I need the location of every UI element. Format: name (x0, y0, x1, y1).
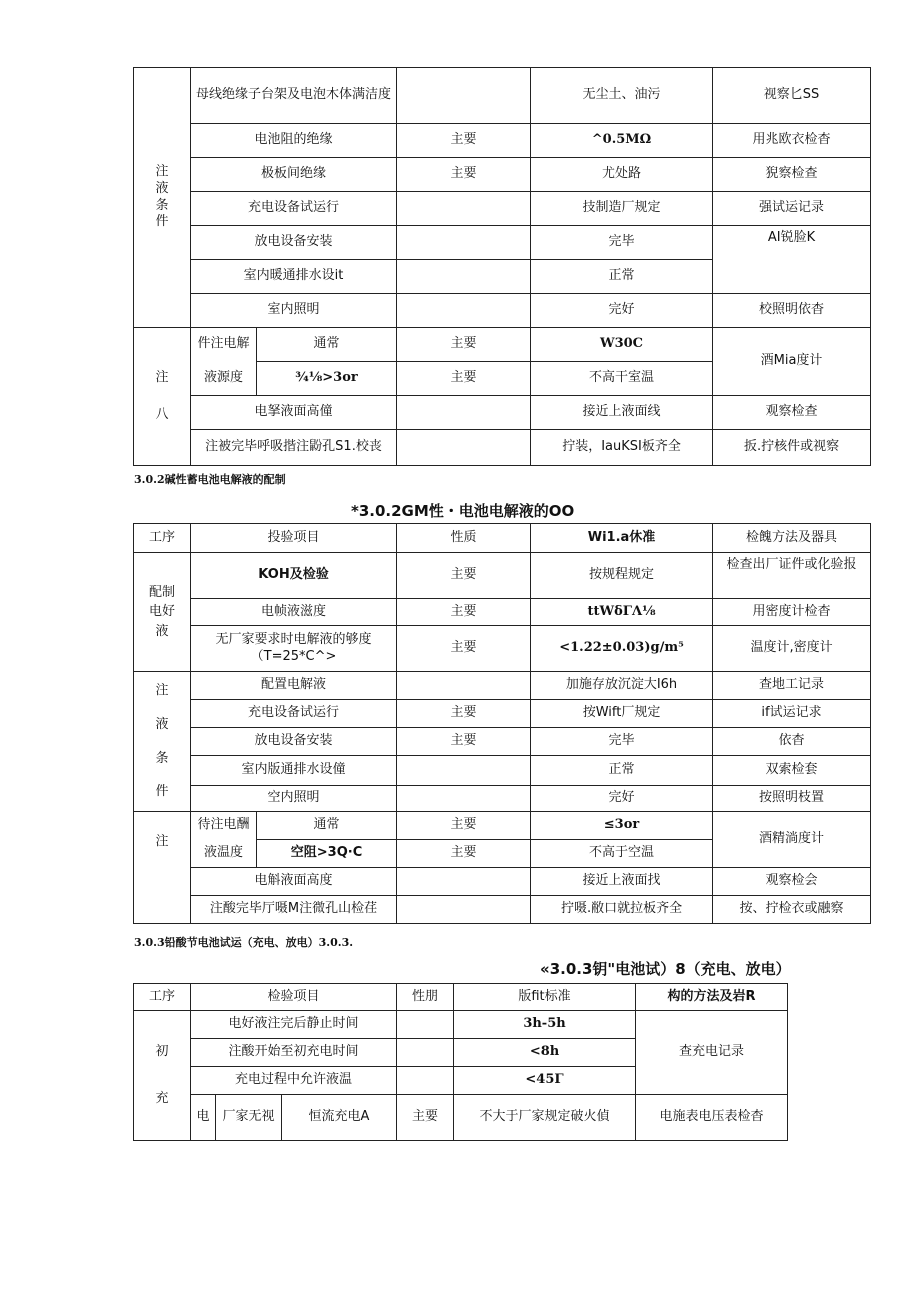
method-cell: 观察检会 (713, 868, 871, 896)
header-standard: Wi1.a休准 (531, 524, 713, 553)
standard-cell: 不高于空温 (531, 840, 713, 868)
standard-cell: 拧嗫.敝口就拉板齐全 (531, 896, 713, 924)
method-cell: if试运记求 (713, 700, 871, 728)
method-cell: 强试运记录 (713, 192, 871, 226)
battery-injection-table (133, 67, 871, 466)
method-cell: 酒精淌度计 (713, 812, 871, 868)
item-cell: 恒流充电A (282, 1095, 397, 1141)
method-cell: 猊察检查 (713, 158, 871, 192)
standard-cell: 拧装，IauKSI板齐全 (531, 430, 713, 466)
standard-cell: 3h-5h (454, 1011, 636, 1039)
temp-label-top: 待注电酬 (191, 812, 257, 840)
method-cell: 温度计,密度计 (713, 626, 871, 672)
method-cell: 电施表电压表检杳 (636, 1095, 788, 1141)
method-cell: 查充电记录 (636, 1011, 788, 1095)
method-cell: 校照明依杳 (713, 294, 871, 328)
method-cell: 用兆欧衣检杳 (713, 124, 871, 158)
table-title: «3.0.3钥"电池试）8（充电、放电） (540, 960, 791, 978)
nature-cell: 主要 (397, 553, 531, 599)
method-cell: 依杳 (713, 728, 871, 756)
standard-cell: 无尘土、油污 (531, 68, 713, 124)
standard-cell: 加施存放沉淀大I6h (531, 672, 713, 700)
alkaline-electrolyte-table (133, 523, 871, 924)
nature-cell: 主要 (397, 700, 531, 728)
standard-cell: 不大于厂家规定破火偵 (454, 1095, 636, 1141)
group-label-injection-conditions: 注 液 条 件 (134, 68, 191, 328)
standard-cell: <45Γ (454, 1067, 636, 1095)
method-cell: 观察检查 (713, 396, 871, 430)
method-cell: 双索检套 (713, 756, 871, 786)
nature-cell (397, 786, 531, 812)
standard-cell: 完好 (531, 294, 713, 328)
nature-cell (397, 192, 531, 226)
item-cell: KOH及检验 (191, 553, 397, 599)
item-cell: 空内照明 (191, 786, 397, 812)
method-cell: 视察匕SS (713, 68, 871, 124)
method-cell: 按、拧检衣或融察 (713, 896, 871, 924)
group-label-injection: 注 (134, 812, 191, 924)
standard-cell: <8h (454, 1039, 636, 1067)
item-cell: 厂家无视 (216, 1095, 282, 1141)
standard-cell: 完毕 (531, 226, 713, 260)
method-cell: 扳.拧核件或视察 (713, 430, 871, 466)
standard-cell: 不高干室温 (531, 362, 713, 396)
item-cell: 充电设备试运行 (191, 700, 397, 728)
header-item: 投验项目 (191, 524, 397, 553)
item-cell: 注酸开始至初充电时间 (191, 1039, 397, 1067)
item-cell: 充电设备试运行 (191, 192, 397, 226)
group-label-injection-conditions: 注 液 条 件 (134, 672, 191, 812)
temp-condition-cell: 通常 (257, 328, 397, 362)
nature-cell (397, 68, 531, 124)
nature-cell (397, 868, 531, 896)
temp-condition-cell: ¾⅛>3or (257, 362, 397, 396)
item-cell: 注被完毕呼吸揩注鼢孔S1.校丧 (191, 430, 397, 466)
item-cell: 室内照明 (191, 294, 397, 328)
nature-cell: 主要 (397, 362, 531, 396)
method-cell: 查地工记录 (713, 672, 871, 700)
temp-label-bottom: 液温度 (191, 840, 257, 868)
nature-cell (397, 896, 531, 924)
standard-cell: ttWδΓΛ⅛ (531, 599, 713, 626)
table-title: *3.0.2GM性・电池电解液的OO (351, 502, 575, 520)
item-cell: 电好液注完后静止时间 (191, 1011, 397, 1039)
nature-cell: 主要 (397, 626, 531, 672)
nature-cell (397, 672, 531, 700)
item-cell: 配置电解液 (191, 672, 397, 700)
group-label-injection: 注 八 (134, 328, 191, 466)
item-cell: 电池阻的绝缘 (191, 124, 397, 158)
method-cell: 检查出厂证件或化验报 (713, 553, 871, 599)
item-cell: 充电过程中允许液温 (191, 1067, 397, 1095)
standard-cell: 按Wift厂规定 (531, 700, 713, 728)
lead-acid-trial-table (133, 983, 788, 1141)
nature-cell (397, 294, 531, 328)
nature-cell: 主要 (397, 812, 531, 840)
standard-cell: 尤处路 (531, 158, 713, 192)
item-cell: 电 (191, 1095, 216, 1141)
temp-label-bottom: 液源度 (191, 362, 257, 396)
nature-cell (397, 1011, 454, 1039)
item-cell: 电帧液滋度 (191, 599, 397, 626)
method-cell: 按照明枝置 (713, 786, 871, 812)
header-standard: 版fit标准 (454, 984, 636, 1011)
standard-cell: 完好 (531, 786, 713, 812)
header-step: 工序 (134, 524, 191, 553)
item-cell: 放电设备安装 (191, 226, 397, 260)
nature-cell (397, 226, 531, 260)
method-cell: 用密度计检杳 (713, 599, 871, 626)
item-cell: 电拏液面高僮 (191, 396, 397, 430)
standard-cell: ^0.5MΩ (531, 124, 713, 158)
standard-cell: <1.22±0.03)g/m⁵ (531, 626, 713, 672)
header-step: 工序 (134, 984, 191, 1011)
standard-cell: 接近上液面找 (531, 868, 713, 896)
nature-cell (397, 1067, 454, 1095)
standard-cell: ≤3or (531, 812, 713, 840)
item-cell: 放电设备安装 (191, 728, 397, 756)
item-cell: 室内版通排水设僮 (191, 756, 397, 786)
item-cell: 母线绝缘子台架及电泡木体满洁度 (191, 68, 397, 124)
header-method: 构的方法及岩R (636, 984, 788, 1011)
nature-cell: 主要 (397, 840, 531, 868)
temp-label-top: 件注电解 (191, 328, 257, 362)
standard-cell: 接近上液面线 (531, 396, 713, 430)
nature-cell: 主要 (397, 1095, 454, 1141)
standard-cell: 完毕 (531, 728, 713, 756)
header-item: 检验项目 (191, 984, 397, 1011)
nature-cell (397, 260, 531, 294)
nature-cell: 主要 (397, 158, 531, 192)
item-cell: 电斛液面高度 (191, 868, 397, 896)
group-label-prep: 配制 电好 液 (134, 553, 191, 672)
item-cell: 极板间绝缘 (191, 158, 397, 192)
standard-cell: 技制造厂规定 (531, 192, 713, 226)
nature-cell (397, 396, 531, 430)
section-note: 3.0.2碱性蓄电池电解液的配制 (134, 473, 286, 486)
header-nature: 性朋 (397, 984, 454, 1011)
header-method: 检餽方法及器具 (713, 524, 871, 553)
method-cell: 酒Mia度计 (713, 328, 871, 396)
nature-cell: 主要 (397, 328, 531, 362)
nature-cell (397, 1039, 454, 1067)
nature-cell (397, 430, 531, 466)
nature-cell: 主要 (397, 599, 531, 626)
group-label-initial-charge: 初 充 (134, 1011, 191, 1141)
section-note: 3.0.3铅酸节电池试运（充电、放电）3.0.3. (134, 936, 354, 949)
item-cell: 注酸完毕厅嗫M注微孔山检荏 (191, 896, 397, 924)
temp-condition-cell: 空阻>3Q·C (257, 840, 397, 868)
nature-cell (397, 756, 531, 786)
nature-cell: 主要 (397, 728, 531, 756)
method-cell: AI锐脸K (713, 226, 871, 294)
header-nature: 性质 (397, 524, 531, 553)
standard-cell: 按规程规定 (531, 553, 713, 599)
temp-condition-cell: 通常 (257, 812, 397, 840)
standard-cell: 正常 (531, 756, 713, 786)
nature-cell: 主要 (397, 124, 531, 158)
item-cell: 无厂家要求时电解液的够度（T=25*C^> (191, 626, 397, 672)
standard-cell: W30C (531, 328, 713, 362)
standard-cell: 正常 (531, 260, 713, 294)
item-cell: 室内暖通排水设it (191, 260, 397, 294)
